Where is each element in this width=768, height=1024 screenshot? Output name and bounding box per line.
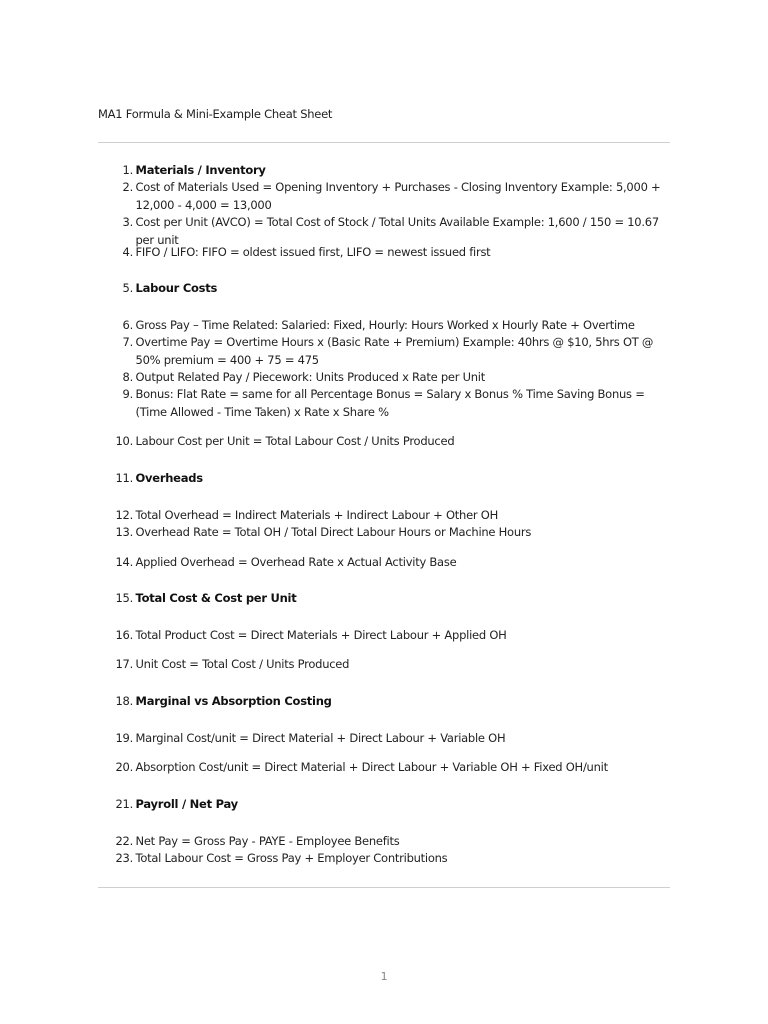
list-item <box>98 590 670 608</box>
item-number: 11. <box>115 471 133 485</box>
item-text: Gross Pay – Time Related: Salaried: Fixed, Hourly: Hours Worked x Hourly Rate + Overtime <box>135 318 635 332</box>
item-text: Total Labour Cost = Gross Pay + Employer Contributions <box>135 851 448 865</box>
list-item <box>98 507 670 525</box>
item-text: Bonus: Flat Rate = same for all Percentage Bonus = Salary x Bonus % Time Saving Bonus = (Time Allowed - Time Taken) x Rate x Share % <box>135 387 645 419</box>
item-number: 3. <box>122 215 133 229</box>
section-heading: Marginal vs Absorption Costing <box>135 694 332 708</box>
item-text: FIFO / LIFO: FIFO = oldest issued first, LIFO = newest issued first <box>135 245 491 259</box>
item-number: 18. <box>115 694 133 708</box>
section-heading: Payroll / Net Pay <box>135 797 238 811</box>
item-text: Net Pay = Gross Pay - PAYE - Employee Benefits <box>135 834 400 848</box>
list-item <box>98 833 670 851</box>
item-text: Overhead Rate = Total OH / Total Direct Labour Hours or Machine Hours <box>135 525 532 539</box>
item-text: Labour Cost per Unit = Total Labour Cost / Units Produced <box>135 434 455 448</box>
item-text: Marginal Cost/unit = Direct Material + Direct Labour + Variable OH <box>135 731 506 745</box>
item-number: 7. <box>122 335 133 349</box>
list-item <box>98 179 670 214</box>
item-text: Cost of Materials Used = Opening Inventory + Purchases - Closing Inventory Example: 5,000 + 12,000 - 4,000 = 13,000 <box>135 180 661 212</box>
top-divider <box>98 142 670 143</box>
item-number: 21. <box>115 797 133 811</box>
item-text: Cost per Unit (AVCO) = Total Cost of Stock / Total Units Available Example: 1,600 / 150 = 10.67 per unit <box>135 215 659 247</box>
list-item <box>98 524 670 542</box>
item-text: Output Related Pay / Piecework: Units Produced x Rate per Unit <box>135 370 485 384</box>
list-item <box>98 470 670 488</box>
bottom-divider <box>98 887 670 888</box>
item-text: Applied Overhead = Overhead Rate x Actual Activity Base <box>135 555 457 569</box>
item-number: 5. <box>122 281 133 295</box>
item-number: 17. <box>115 657 133 671</box>
item-text: Unit Cost = Total Cost / Units Produced <box>135 657 350 671</box>
item-number: 16. <box>115 628 133 642</box>
item-number: 10. <box>115 434 133 448</box>
item-number: 15. <box>115 591 133 605</box>
item-number: 23. <box>115 851 133 865</box>
list-item <box>98 334 670 369</box>
list-item <box>98 317 670 335</box>
item-number: 20. <box>115 760 133 774</box>
item-number: 4. <box>122 245 133 259</box>
list-item <box>98 730 670 748</box>
list-item <box>98 554 670 572</box>
list-item <box>98 693 670 711</box>
section-heading: Materials / Inventory <box>135 163 266 177</box>
section-heading: Total Cost & Cost per Unit <box>135 591 297 605</box>
item-number: 13. <box>115 525 133 539</box>
item-number: 19. <box>115 731 133 745</box>
item-number: 12. <box>115 508 133 522</box>
list-item <box>98 280 670 298</box>
list-item <box>98 850 670 868</box>
list-item <box>98 386 670 421</box>
list-item <box>98 627 670 645</box>
list-item <box>98 656 670 674</box>
item-number: 6. <box>122 318 133 332</box>
section-heading: Overheads <box>135 471 203 485</box>
item-number: 14. <box>115 555 133 569</box>
list-item <box>98 759 670 777</box>
list-item <box>98 162 670 180</box>
section-heading: Labour Costs <box>135 281 218 295</box>
item-text: Total Product Cost = Direct Materials + Direct Labour + Applied OH <box>135 628 507 642</box>
item-number: 1. <box>122 163 133 177</box>
list-item <box>98 369 670 387</box>
item-text: Overtime Pay = Overtime Hours x (Basic Rate + Premium) Example: 40hrs @ $10, 5hrs OT @ 50% premium = 400 + 75 = 475 <box>135 335 654 367</box>
item-number: 9. <box>122 387 133 401</box>
item-number: 8. <box>122 370 133 384</box>
page-number: 1 <box>380 970 388 983</box>
list-item <box>98 796 670 814</box>
document-title: MA1 Formula & Mini-Example Cheat Sheet <box>98 107 333 121</box>
list-item <box>98 433 670 451</box>
item-number: 22. <box>115 834 133 848</box>
item-number: 2. <box>122 180 133 194</box>
item-text: Total Overhead = Indirect Materials + Indirect Labour + Other OH <box>135 508 498 522</box>
item-text: Absorption Cost/unit = Direct Material + Direct Labour + Variable OH + Fixed OH/unit <box>135 760 608 774</box>
list-item <box>98 244 670 262</box>
